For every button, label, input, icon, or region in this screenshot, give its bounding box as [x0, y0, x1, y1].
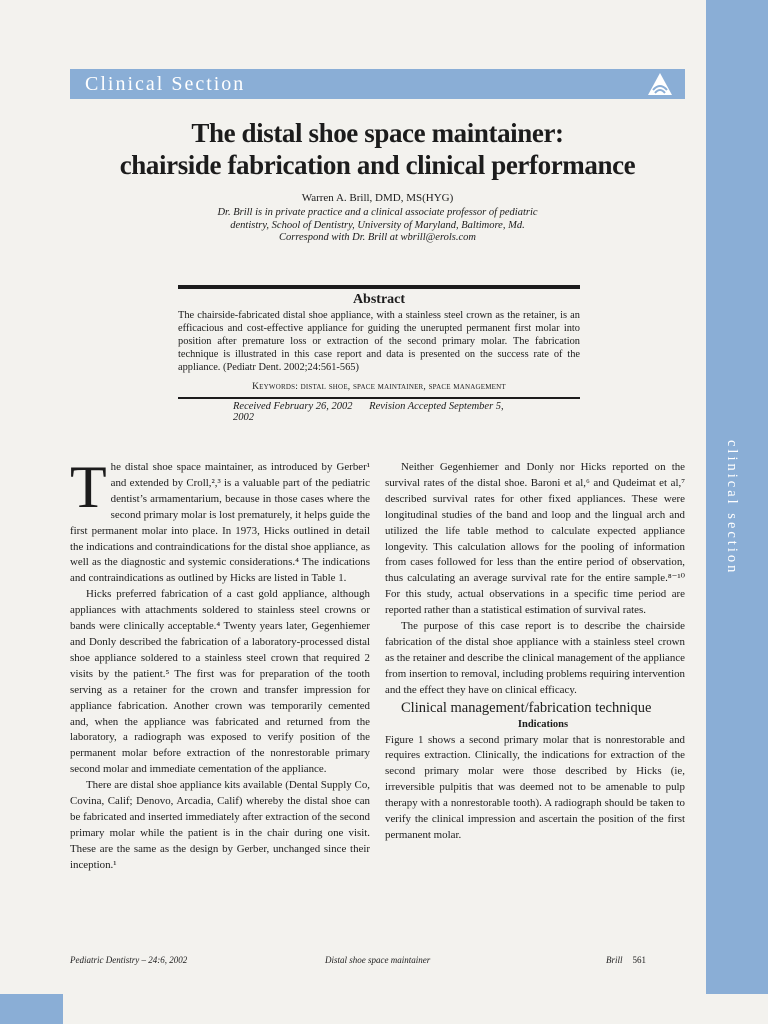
- side-section-label: clinical section: [724, 440, 740, 576]
- paragraph: The purpose of this case report is to describe the chairside fabrication of the distal shoe appliance with a stainless steel crown as the retainer and describe the clinical management of the appliance from insertion to removal, including problems requiring intervention and the effect they have on clinical efficacy.: [385, 620, 685, 696]
- paragraph: Figure 1 shows a second primary molar that is nonrestorable and requires extraction. Clinically, the indications for extraction of the second primary molar were those described by Hicks (ie, irreversible pulpitis that was deemed not to be amenable to pulp therapy with a nonrestorable tooth). A radiograph should be taken to verify the clinical impression and ascertain the position of the first permanent molar.: [385, 733, 685, 841]
- footer-author: Brill: [606, 955, 623, 965]
- author-affiliation: [120, 207, 635, 245]
- section-header-band: [70, 69, 685, 99]
- author-byline: Warren A. Brill, DMD, MS(HYG): [301, 192, 454, 204]
- title-line-1: The distal shoe space maintainer:: [191, 118, 564, 148]
- received-dates: [233, 401, 523, 423]
- affiliation-line-3: Correspond with Dr. Brill at wbrill@erols.com: [278, 232, 477, 243]
- body-column-left: [70, 454, 370, 874]
- keywords-line: Keywords: distal shoe, space maintainer, space management: [252, 382, 506, 392]
- page-number: 561: [632, 955, 647, 965]
- footer-running-title: Distal shoe space maintainer: [325, 955, 431, 965]
- paragraph-text: he distal shoe space maintainer, as introduced by Gerber¹ and extended by Croll,²,³ is a valuable part of the pediatric dentist’s armamentarium, because in those cases where the second primary molar is lost prematurely, it helps guide the first permanent molar into place. In 1973, Hicks outlined in detail the indications and contraindications for the distal shoe appliance, as well as the diagnostic and systemic considerations.⁴ The indications and contraindications as outlined by Hicks are listed in Table 1.: [70, 461, 370, 585]
- subsection-heading: Indications: [517, 718, 569, 730]
- section-title: Clinical Section: [85, 73, 246, 95]
- bottom-color-block: [0, 994, 63, 1024]
- paragraph: Hicks preferred fabrication of a cast gold appliance, although appliances with attachments soldered to stainless steel crowns or bands were clinically acceptable.⁴ Twenty years later, Gegenhiemer and Donly described the fabrication of a laboratory-processed distal shoe appliance soldered to a stainless steel crown that required 2 visits by the patient.⁵ The first was for preparation of the tooth serving as a retainer for the crown and transfer impression for appliance fabrication. Another crown was temporarily cemented and, when the appliance was fabricated and returned from the laboratory, a radiograph was exposed to verify position of the permanent molar before extraction of the nonrestorable primary second molar and immediate cementation of the appliance.: [70, 588, 370, 776]
- accepted-date: Revision Accepted September 5, 2002: [233, 401, 504, 423]
- drop-cap: T: [70, 454, 107, 520]
- abstract-body: The chairside-fabricated distal shoe appliance, with a stainless steel crown as the retainer, is an efficacious and cost-effective appliance for guiding the unerupted permanent first molar into position after premature loss or extraction of the second primary molar. The fabrication technique is illustrated in this case report and data is presented on the success rate of the appliance. (Pediatr Dent. 2002;24:561-565): [178, 310, 580, 373]
- received-date: Received February 26, 2002: [233, 401, 353, 412]
- footer-journal: Pediatric Dentistry – 24:6, 2002: [70, 955, 188, 965]
- footer-author-page: [606, 955, 646, 965]
- abstract-top-rule: [178, 285, 580, 289]
- title-line-2: chairside fabrication and clinical performance: [119, 150, 636, 180]
- article-title: [70, 117, 685, 181]
- affiliation-line-2: dentistry, School of Dentistry, University of Maryland, Baltimore, Md.: [230, 219, 525, 231]
- abstract-heading: Abstract: [352, 292, 406, 307]
- body-column-right: [385, 460, 685, 844]
- affiliation-line-1: Dr. Brill is in private practice and a clinical associate professor of pediatric: [217, 207, 538, 218]
- section-heading: Clinical management/fabrication technique: [401, 699, 652, 716]
- abstract-bottom-rule: [178, 397, 580, 399]
- paragraph: Neither Gegenhiemer and Donly nor Hicks reported on the survival rates of the distal shoe. Baroni et al,⁶ and Qudeimat et al,⁷ described survival rates for other fixed appliances. These were longitudinal studies of the band and loop and the lingual arch and utilized the life table method to calculate expected appliance longevity. This calculation allows for the pooling of information from cases followed for less than the entire period of observation, thus calculating an average survival rate for the entire sample.⁸⁻¹⁰ For this study, actual observations in a specific time period are reported rather than a statistical estimation of survival rates.: [385, 461, 685, 617]
- paragraph: [70, 454, 370, 587]
- paragraph: There are distal shoe appliance kits available (Dental Supply Co, Covina, Calif; Denovo, Arcadia, Calif) whereby the distal shoe can be fabricated and inserted immediately after extraction of the second primary molar while the patient is in the chair during one visit. These are the same as the design by Gerber, unchanged since their inception.¹: [70, 779, 370, 871]
- aapd-triangle-logo-icon: [647, 72, 673, 96]
